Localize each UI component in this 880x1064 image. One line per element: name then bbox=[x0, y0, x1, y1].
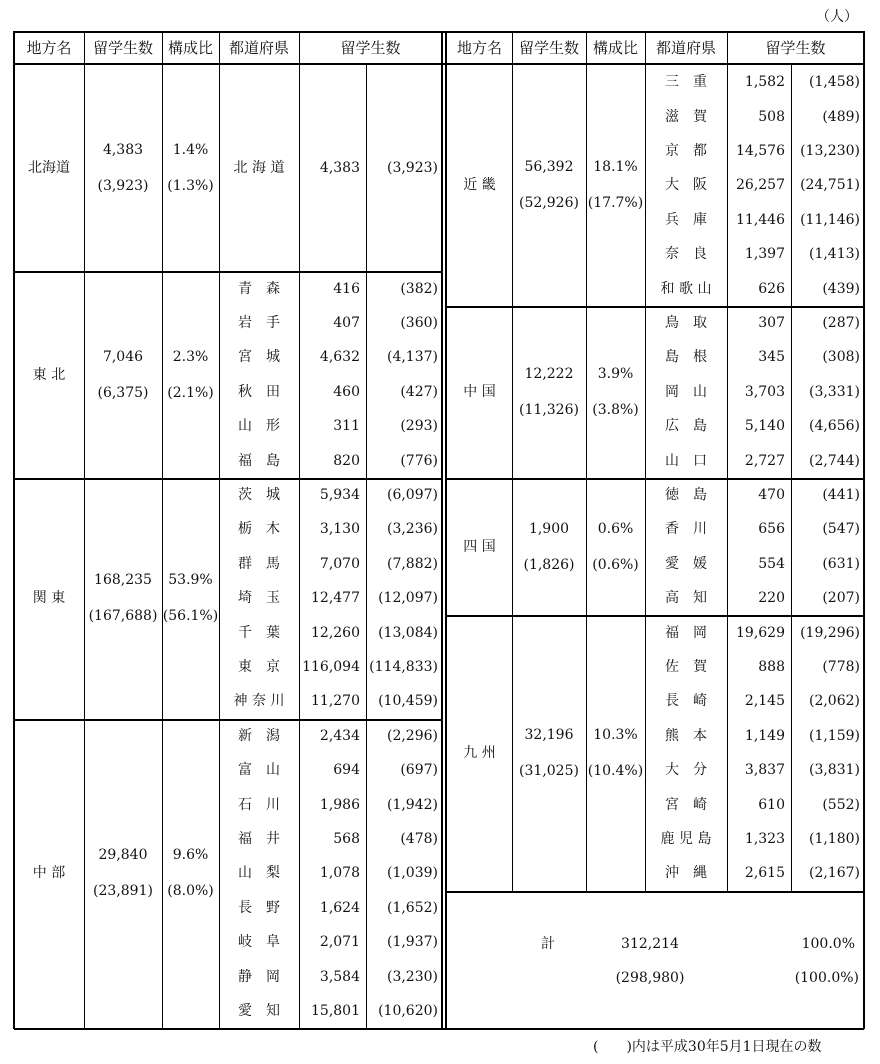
header-region: 地方名 bbox=[456, 39, 503, 57]
header-ratio: 構成比 bbox=[592, 39, 639, 57]
prefecture-students: 3,584 bbox=[319, 968, 360, 985]
prefecture-students: 7,070 bbox=[319, 555, 360, 572]
prefecture-prev-students: (1,159) bbox=[808, 727, 860, 744]
prefecture-prev-students: (19,296) bbox=[800, 624, 860, 641]
prefecture-name: 香 川 bbox=[665, 521, 707, 538]
col-rule bbox=[299, 719, 300, 1029]
prefecture-prev-students: (697) bbox=[400, 762, 438, 779]
prefecture-name: 福 岡 bbox=[665, 624, 707, 641]
region-ratio: 18.1% bbox=[593, 159, 638, 176]
prefecture-name: 千 葉 bbox=[238, 624, 280, 641]
region-border bbox=[447, 478, 864, 480]
region-ratio: 1.4% bbox=[172, 142, 209, 159]
col-rule bbox=[162, 478, 163, 719]
header-col-rule bbox=[727, 31, 728, 64]
region-prev-students: (23,891) bbox=[93, 883, 153, 900]
region-border bbox=[447, 306, 864, 308]
region-students: 168,235 bbox=[94, 572, 152, 589]
prefecture-name: 岩 手 bbox=[238, 315, 280, 331]
header-col-rule bbox=[162, 31, 163, 64]
prefecture-prev-students: (2,062) bbox=[808, 693, 860, 710]
prefecture-students: 11,446 bbox=[736, 211, 785, 228]
prefecture-students: 1,149 bbox=[744, 727, 785, 744]
prefecture-name: 鹿 児 島 bbox=[660, 831, 712, 847]
prefecture-students: 820 bbox=[333, 452, 360, 469]
region-prev-students: (52,926) bbox=[519, 195, 579, 212]
prefecture-prev-students: (631) bbox=[822, 555, 860, 572]
prefecture-students: 2,615 bbox=[744, 865, 785, 882]
region-border bbox=[447, 891, 864, 893]
region-ratio: 9.6% bbox=[172, 847, 209, 864]
prefecture-prev-students: (1,942) bbox=[386, 796, 438, 813]
prefecture-prev-students: (3,236) bbox=[386, 521, 438, 538]
region-students: 12,222 bbox=[524, 365, 574, 382]
prefecture-name: 奈 良 bbox=[665, 246, 707, 263]
region-ratio: 2.3% bbox=[172, 348, 209, 365]
prefecture-name: 埼 玉 bbox=[238, 590, 280, 607]
col-rule bbox=[299, 271, 300, 477]
prefecture-name: 広 島 bbox=[665, 418, 707, 435]
prefecture-name: 北 海 道 bbox=[233, 160, 285, 177]
prefecture-students: 2,071 bbox=[319, 934, 360, 951]
prefecture-prev-students: (776) bbox=[400, 452, 438, 469]
prefecture-students: 19,629 bbox=[736, 624, 785, 641]
col-rule bbox=[512, 306, 513, 478]
prefecture-prev-students: (207) bbox=[822, 590, 860, 607]
prefecture-prev-students: (1,652) bbox=[386, 899, 438, 916]
region-name: 北海道 bbox=[28, 160, 70, 177]
header-col-rule bbox=[84, 31, 85, 64]
prefecture-students: 12,260 bbox=[311, 624, 360, 641]
prefecture-prev-students: (6,097) bbox=[386, 487, 438, 503]
prefecture-students: 407 bbox=[333, 315, 360, 331]
prefecture-students: 1,624 bbox=[319, 899, 360, 916]
prefecture-students: 554 bbox=[758, 555, 785, 572]
prefecture-students: 15,801 bbox=[311, 1003, 360, 1019]
region-students: 4,383 bbox=[102, 142, 144, 159]
header-students: 留学生数 bbox=[518, 39, 580, 57]
prefecture-students: 2,145 bbox=[744, 693, 785, 710]
region-ratio: 10.3% bbox=[593, 727, 638, 743]
header-col-rule bbox=[645, 31, 646, 64]
col-rule bbox=[645, 615, 646, 890]
region-border bbox=[447, 615, 864, 617]
col-rule bbox=[791, 615, 792, 890]
prefecture-name: 福 井 bbox=[238, 831, 280, 847]
region-prev-ratio: (2.1%) bbox=[167, 384, 214, 401]
prefecture-name: 長 野 bbox=[238, 899, 280, 916]
prefecture-students: 307 bbox=[758, 315, 785, 331]
region-students: 29,840 bbox=[98, 847, 148, 864]
region-ratio: 0.6% bbox=[597, 520, 634, 537]
col-rule bbox=[645, 65, 646, 306]
region-prev-students: (11,326) bbox=[519, 401, 579, 418]
region-prev-ratio: (56.1%) bbox=[162, 608, 219, 625]
prefecture-name: 福 島 bbox=[238, 452, 280, 469]
col-rule bbox=[219, 719, 220, 1029]
prefecture-students: 656 bbox=[758, 521, 785, 538]
region-name: 関 東 bbox=[32, 590, 66, 607]
prefecture-students: 1,323 bbox=[744, 831, 785, 847]
table-right-border bbox=[863, 31, 865, 1029]
prefecture-students: 2,434 bbox=[319, 727, 360, 744]
prefecture-name: 宮 城 bbox=[238, 349, 280, 366]
region-prev-students: (1,826) bbox=[523, 556, 575, 573]
prefecture-name: 秋 田 bbox=[238, 383, 280, 400]
prefecture-prev-students: (308) bbox=[822, 349, 860, 366]
table-left-border bbox=[13, 31, 15, 1029]
prefecture-prev-students: (1,039) bbox=[386, 865, 438, 882]
col-rule bbox=[727, 478, 728, 616]
region-border bbox=[14, 271, 442, 273]
prefecture-prev-students: (3,230) bbox=[386, 968, 438, 985]
region-prev-students: (31,025) bbox=[519, 763, 579, 779]
prefecture-name: 石 川 bbox=[238, 796, 280, 813]
col-rule bbox=[219, 478, 220, 719]
prefecture-name: 長 崎 bbox=[665, 693, 707, 710]
prefecture-name: 岐 阜 bbox=[238, 934, 280, 951]
prefecture-students: 14,576 bbox=[736, 143, 785, 159]
region-name: 中 部 bbox=[32, 865, 66, 882]
prefecture-name: 茨 城 bbox=[238, 487, 280, 503]
col-rule bbox=[299, 478, 300, 719]
center-divider bbox=[441, 31, 443, 1029]
region-prev-ratio: (3.8%) bbox=[592, 401, 639, 418]
col-rule bbox=[586, 306, 587, 478]
prefecture-name: 鳥 取 bbox=[665, 315, 707, 331]
prefecture-name: 高 知 bbox=[665, 590, 707, 607]
prefecture-prev-students: (427) bbox=[400, 383, 438, 400]
col-rule bbox=[791, 65, 792, 306]
prefecture-prev-students: (4,656) bbox=[808, 418, 860, 435]
col-rule bbox=[219, 271, 220, 477]
header-ratio: 構成比 bbox=[167, 39, 214, 57]
region-name: 四 国 bbox=[463, 538, 496, 555]
total-prev-students: (298,980) bbox=[615, 970, 685, 987]
region-border bbox=[14, 719, 442, 721]
prefecture-students: 3,837 bbox=[744, 762, 785, 779]
prefecture-students: 12,477 bbox=[311, 590, 360, 607]
prefecture-name: 熊 本 bbox=[665, 727, 707, 744]
region-students: 32,196 bbox=[524, 727, 574, 743]
prefecture-name: 山 形 bbox=[238, 418, 280, 435]
prefecture-students: 3,703 bbox=[744, 383, 785, 400]
prefecture-students: 220 bbox=[758, 590, 785, 607]
region-students: 56,392 bbox=[524, 159, 574, 176]
prefecture-name: 神 奈 川 bbox=[233, 693, 285, 710]
prefecture-prev-students: (3,831) bbox=[808, 762, 860, 779]
region-name: 中 国 bbox=[463, 383, 496, 400]
header-pref_students: 留学生数 bbox=[340, 39, 401, 57]
col-rule bbox=[512, 65, 513, 306]
prefecture-students: 508 bbox=[758, 108, 785, 125]
col-rule bbox=[512, 615, 513, 890]
prefecture-prev-students: (11,146) bbox=[800, 211, 860, 228]
prefecture-name: 愛 知 bbox=[238, 1003, 280, 1019]
prefecture-students: 626 bbox=[758, 280, 785, 297]
prefecture-name: 岡 山 bbox=[665, 383, 707, 400]
prefecture-name: 兵 庫 bbox=[665, 211, 707, 228]
col-rule bbox=[219, 65, 220, 271]
prefecture-name: 京 都 bbox=[665, 143, 707, 159]
footnote: ( )内は平成30年5月1日現在の数 bbox=[593, 1039, 822, 1055]
col-rule bbox=[512, 478, 513, 616]
prefecture-name: 島 根 bbox=[665, 349, 707, 366]
prefecture-prev-students: (13,084) bbox=[378, 624, 438, 641]
col-rule bbox=[645, 306, 646, 478]
prefecture-prev-students: (478) bbox=[400, 831, 438, 847]
prefecture-students: 3,130 bbox=[319, 521, 360, 538]
prefecture-prev-students: (547) bbox=[822, 521, 860, 538]
prefecture-prev-students: (552) bbox=[822, 796, 860, 813]
prefecture-students: 470 bbox=[758, 487, 785, 503]
prefecture-prev-students: (441) bbox=[822, 487, 860, 503]
col-rule bbox=[366, 478, 367, 719]
region-students: 7,046 bbox=[102, 348, 144, 365]
prefecture-prev-students: (2,744) bbox=[808, 452, 860, 469]
col-rule bbox=[586, 615, 587, 890]
prefecture-name: 沖 縄 bbox=[665, 865, 707, 882]
prefecture-name: 宮 崎 bbox=[665, 796, 707, 813]
header-col-rule bbox=[586, 31, 587, 64]
col-rule bbox=[299, 65, 300, 271]
col-rule bbox=[791, 306, 792, 478]
prefecture-students: 1,397 bbox=[744, 246, 785, 263]
region-prev-ratio: (17.7%) bbox=[587, 195, 644, 212]
prefecture-students: 460 bbox=[333, 383, 360, 400]
total-ratio: 100.0% bbox=[801, 935, 855, 952]
prefecture-prev-students: (293) bbox=[400, 418, 438, 435]
col-rule bbox=[162, 271, 163, 477]
prefecture-prev-students: (10,620) bbox=[378, 1003, 438, 1019]
center-divider bbox=[445, 31, 447, 1029]
col-rule bbox=[791, 478, 792, 616]
prefecture-prev-students: (7,882) bbox=[386, 555, 438, 572]
prefecture-students: 311 bbox=[333, 418, 360, 435]
region-name: 九 州 bbox=[463, 745, 496, 761]
table-bottom-border bbox=[14, 1028, 864, 1030]
table-top-border bbox=[14, 31, 864, 33]
prefecture-prev-students: (4,137) bbox=[386, 349, 438, 366]
prefecture-prev-students: (2,296) bbox=[386, 727, 438, 744]
total-prev-ratio: (100.0%) bbox=[794, 970, 859, 987]
prefecture-prev-students: (489) bbox=[822, 108, 860, 125]
col-rule bbox=[366, 65, 367, 271]
prefecture-students: 610 bbox=[758, 796, 785, 813]
col-rule bbox=[727, 615, 728, 890]
prefecture-students: 26,257 bbox=[736, 177, 785, 194]
prefecture-name: 青 森 bbox=[238, 280, 280, 297]
prefecture-prev-students: (287) bbox=[822, 315, 860, 331]
region-name: 近 畿 bbox=[463, 177, 496, 194]
header-col-rule bbox=[512, 31, 513, 64]
prefecture-students: 568 bbox=[333, 831, 360, 847]
header-prefecture: 都道府県 bbox=[655, 39, 717, 57]
prefecture-name: 滋 賀 bbox=[665, 108, 707, 125]
prefecture-students: 416 bbox=[333, 280, 360, 297]
header-col-rule bbox=[219, 31, 220, 64]
prefecture-students: 4,383 bbox=[319, 160, 360, 177]
prefecture-prev-students: (12,097) bbox=[378, 590, 438, 607]
header-pref_students: 留学生数 bbox=[765, 39, 826, 57]
prefecture-name: 大 分 bbox=[665, 762, 707, 779]
prefecture-prev-students: (1,413) bbox=[808, 246, 860, 263]
header-bottom-border bbox=[14, 63, 864, 65]
col-rule bbox=[366, 719, 367, 1029]
unit-label: （人） bbox=[816, 9, 858, 25]
prefecture-prev-students: (3,923) bbox=[386, 160, 438, 177]
prefecture-name: 栃 木 bbox=[238, 521, 280, 538]
region-prev-students: (6,375) bbox=[97, 384, 149, 401]
prefecture-students: 694 bbox=[333, 762, 360, 779]
region-ratio: 53.9% bbox=[168, 572, 213, 589]
prefecture-name: 徳 島 bbox=[665, 487, 707, 503]
prefecture-name: 大 阪 bbox=[665, 177, 707, 194]
total-students: 312,214 bbox=[621, 935, 679, 952]
prefecture-students: 116,094 bbox=[302, 659, 360, 675]
prefecture-name: 和 歌 山 bbox=[660, 280, 712, 297]
col-rule bbox=[162, 719, 163, 1029]
col-rule bbox=[84, 65, 85, 271]
prefecture-students: 1,582 bbox=[744, 74, 785, 91]
prefecture-prev-students: (778) bbox=[822, 659, 860, 675]
col-rule bbox=[84, 478, 85, 719]
col-rule bbox=[162, 65, 163, 271]
prefecture-name: 群 馬 bbox=[238, 555, 280, 572]
col-rule bbox=[586, 65, 587, 306]
prefecture-prev-students: (3,331) bbox=[808, 383, 860, 400]
prefecture-prev-students: (382) bbox=[400, 280, 438, 297]
prefecture-prev-students: (13,230) bbox=[800, 143, 860, 159]
prefecture-prev-students: (360) bbox=[400, 315, 438, 331]
prefecture-students: 888 bbox=[758, 659, 785, 675]
header-col-rule bbox=[299, 31, 300, 64]
prefecture-prev-students: (1,937) bbox=[386, 934, 438, 951]
region-border bbox=[14, 478, 442, 480]
prefecture-name: 新 潟 bbox=[238, 727, 280, 744]
header-prefecture: 都道府県 bbox=[228, 39, 290, 57]
prefecture-name: 静 岡 bbox=[238, 968, 280, 985]
region-prev-ratio: (0.6%) bbox=[592, 556, 639, 573]
col-rule bbox=[366, 271, 367, 477]
region-prev-students: (167,688) bbox=[88, 608, 158, 625]
col-rule bbox=[84, 271, 85, 477]
prefecture-students: 1,986 bbox=[319, 796, 360, 813]
header-region: 地方名 bbox=[26, 39, 72, 57]
prefecture-students: 345 bbox=[758, 349, 785, 366]
col-rule bbox=[645, 478, 646, 616]
prefecture-prev-students: (24,751) bbox=[800, 177, 860, 194]
col-rule bbox=[84, 719, 85, 1029]
region-prev-ratio: (10.4%) bbox=[587, 763, 644, 779]
col-rule bbox=[727, 306, 728, 478]
region-prev-ratio: (1.3%) bbox=[167, 178, 214, 195]
region-students: 1,900 bbox=[528, 520, 570, 537]
prefecture-prev-students: (10,459) bbox=[378, 693, 438, 710]
col-rule bbox=[586, 478, 587, 616]
prefecture-prev-students: (1,180) bbox=[808, 831, 860, 847]
prefecture-name: 東 京 bbox=[238, 659, 280, 675]
prefecture-name: 山 口 bbox=[665, 452, 707, 469]
col-rule bbox=[727, 65, 728, 306]
region-prev-ratio: (8.0%) bbox=[167, 883, 214, 900]
prefecture-prev-students: (1,458) bbox=[808, 74, 860, 91]
prefecture-students: 2,727 bbox=[744, 452, 785, 469]
prefecture-prev-students: (439) bbox=[822, 280, 860, 297]
header-students: 留学生数 bbox=[92, 39, 154, 57]
prefecture-name: 三 重 bbox=[665, 74, 707, 91]
prefecture-students: 1,078 bbox=[319, 865, 360, 882]
prefecture-students: 5,934 bbox=[319, 487, 360, 503]
prefecture-students: 11,270 bbox=[311, 693, 360, 710]
prefecture-name: 愛 媛 bbox=[665, 555, 707, 572]
prefecture-name: 山 梨 bbox=[238, 865, 280, 882]
prefecture-students: 4,632 bbox=[319, 349, 360, 366]
region-prev-students: (3,923) bbox=[97, 178, 149, 195]
prefecture-students: 5,140 bbox=[744, 418, 785, 435]
region-name: 東 北 bbox=[32, 366, 66, 383]
region-ratio: 3.9% bbox=[597, 365, 634, 382]
prefecture-prev-students: (2,167) bbox=[808, 865, 860, 882]
prefecture-prev-students: (114,833) bbox=[369, 659, 438, 675]
prefecture-name: 富 山 bbox=[238, 762, 280, 779]
total-label: 計 bbox=[541, 935, 555, 952]
prefecture-name: 佐 賀 bbox=[665, 659, 707, 675]
